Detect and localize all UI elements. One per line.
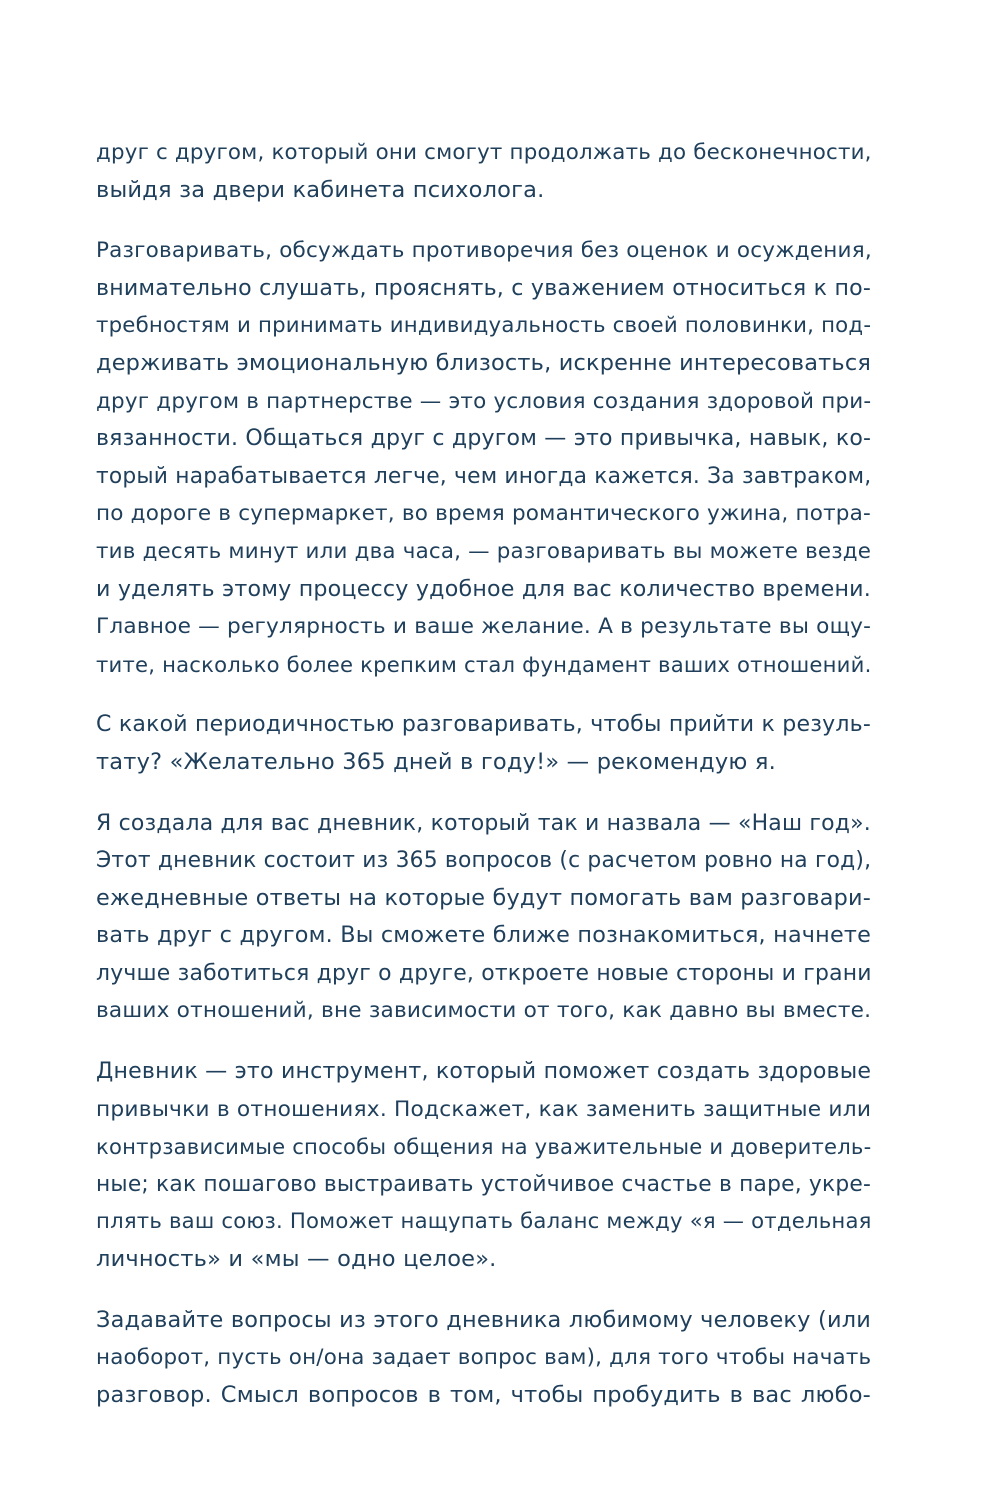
text-line: Дневник — это инструмент, который поможет создать здоровые <box>96 1058 872 1085</box>
text-line: наоборот, пусть он/она задает вопрос вам), для того чтобы начать <box>96 1345 872 1371</box>
text-line: ежедневные ответы на которые будут помогать вам разговари- <box>96 884 871 911</box>
text-line: разговор. Смысл вопросов в том, чтобы пробудить в вас любо- <box>96 1381 871 1408</box>
text-line: ные; как пошагово выстраивать устойчивое счастье в паре, укре- <box>96 1171 872 1197</box>
text-line: вязанности. Общаться друг с другом — это привычка, навык, ко- <box>96 426 872 452</box>
text-line: и уделять этому процессу удобное для вас количество времени. <box>96 575 871 602</box>
text-line: контрзависимые способы общения на уважительные и доверитель- <box>96 1134 872 1160</box>
paragraph-6 <box>96 1302 871 1415</box>
paragraph-3 <box>96 706 871 781</box>
text-line: держивать эмоциональную близость, искренне интересоваться <box>96 349 872 376</box>
text-line: лучше заботиться друг о друге, откроете новые стороны и грани <box>96 960 872 986</box>
text-line: Разговаривать, обсуждать противоречия без оценок и осуждения, <box>96 238 872 264</box>
text-line: плять ваш союз. Поможет нащупать баланс между «я — отдельная <box>96 1209 872 1235</box>
paragraph-5 <box>96 1053 871 1279</box>
text-line: выйдя за двери кабинета психолога. <box>96 176 545 203</box>
text-line: тите, насколько более крепким стал фундамент ваших отношений. <box>96 651 872 677</box>
text-line: Главное — регулярность и ваше желание. А в результате вы ощу- <box>96 614 872 640</box>
text-line: С какой периодичностью разговаривать, чтобы прийти к резуль- <box>96 712 871 738</box>
text-line: торый нарабатывается легче, чем иногда кажется. За завтраком, <box>96 463 872 489</box>
text-line: друг другом в партнерстве — это условия создания здоровой при- <box>96 388 872 414</box>
text-line: внимательно слушать, прояснять, с уважением относиться к по- <box>96 274 871 301</box>
text-line: Этот дневник состоит из 365 вопросов (с расчетом ровно на год), <box>96 848 872 874</box>
text-line: друг с другом, который они смогут продолжать до бесконечности, <box>96 140 872 165</box>
text-line: ваших отношений, вне зависимости от того, как давно вы вместе. <box>96 998 872 1024</box>
text-line: привычки в отношениях. Подскажет, как заменить защитные или <box>96 1096 872 1122</box>
text-line: Я создала для вас дневник, который так и назвала — «Наш год». <box>96 810 871 836</box>
text-line: по дороге в супермаркет, во время романтического ужина, потра- <box>96 501 872 527</box>
text-line: тив десять минут или два часа, — разговаривать вы можете везде <box>96 538 872 564</box>
page-body <box>96 134 871 1437</box>
text-line: тату? «Желательно 365 дней в году!» — рекомендую я. <box>96 748 776 775</box>
text-line: личность» и «мы — одно целое». <box>96 1246 497 1273</box>
paragraph-1 <box>96 134 871 209</box>
text-line: Задавайте вопросы из этого дневника любимому человеку (или <box>96 1306 871 1333</box>
text-line: вать друг с другом. Вы сможете ближе познакомиться, начнете <box>96 922 871 949</box>
paragraph-4 <box>96 805 871 1031</box>
text-line: требностям и принимать индивидуальность своей половинки, под- <box>96 313 872 339</box>
paragraph-2 <box>96 232 871 683</box>
